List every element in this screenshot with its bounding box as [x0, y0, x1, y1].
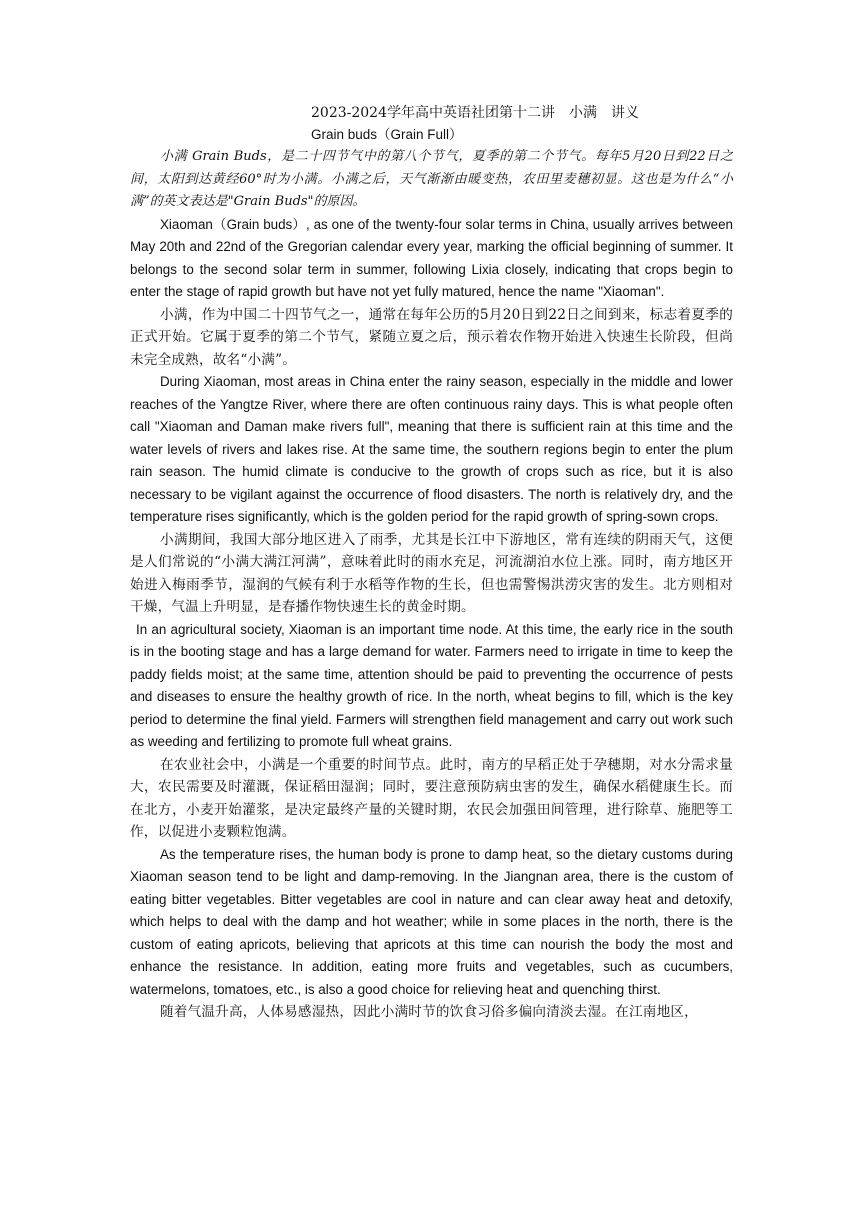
document-subtitle: Grain buds（Grain Full）	[311, 127, 463, 142]
intro-paragraph: 小满 Grain Buds，是二十四节气中的第八个节气，夏季的第二个节气。每年5月20日到22日之间，太阳到达黄经60°时为小满。小满之后，天气渐渐由暖变热，农田里麦穗初显。这也是为什么“小满”的英文表达是"Grain Buds"的原因。	[130, 149, 733, 209]
english-paragraph-2: During Xiaoman, most areas in China enter the rainy season, especially in the middle and lower reaches of the Yangtze River, where there are often continuous rainy days. This is what people often call "Xiaoman and Daman make rivers full", meaning that there is sufficient rain at this time and the water levels of rivers and lakes rise. At the same time, the southern regions begin to enter the plum rain season. The humid climate is conducive to the growth of crops such as rice, but it is also necessary to be vigilant against the occurrence of flood disasters. The north is relatively dry, and the temperature rises significantly, which is the golden period for the rapid growth of spring-sown crops.	[130, 374, 733, 524]
document-title: 2023-2024学年高中英语社团第十二讲 小满 讲义	[311, 105, 639, 121]
chinese-paragraph-3: 在农业社会中，小满是一个重要的时间节点。此时，南方的早稻正处于孕穗期，对水分需求量大，农民需要及时灌溉，保证稻田湿润；同时，要注意预防病虫害的发生，确保水稻健康生长。而在北方，小麦开始灌浆，是决定最终产量的关键时期，农民会加强田间管理，进行除草、施肥等工作，以促进小麦颗粒饱满。	[130, 756, 733, 840]
english-paragraph-4: As the temperature rises, the human body is prone to damp heat, so the dietary customs during Xiaoman season tend to be light and damp-removing. In the Jiangnan area, there is the custom of eating bitter vegetables. Bitter vegetables are cool in nature and can clear away heat and detoxify, which helps to deal with the damp and hot weather; while in some places in the north, there is the custom of eating apricots, believing that apricots at this time can nourish the body the most and enhance the resistance. In addition, eating more fruits and vegetables, such as cucumbers, watermelons, tomatoes, etc., is also a good choice for relieving heat and quenching thirst.	[130, 846, 733, 997]
english-paragraph-3: In an agricultural society, Xiaoman is an important time node. At this time, the early rice in the south is in the booting stage and has a large demand for water. Farmers need to irrigate in time to keep the paddy fields moist; at the same time, attention should be paid to preventing the occurrence of pests and diseases to ensure the healthy growth of rice. In the north, wheat begins to fill, which is the key period to determine the final yield. Farmers will strengthen field management and carry out work such as weeding and fertilizing to promote full wheat grains.	[130, 621, 733, 749]
chinese-paragraph-1: 小满，作为中国二十四节气之一，通常在每年公历的5月20日到22日之间到来，标志着夏季的正式开始。它属于夏季的第二个节气，紧随立夏之后，预示着农作物开始进入快速生长阶段，但尚未完全成熟，故名“小满”。	[130, 306, 733, 368]
document-page	[130, 102, 733, 1024]
english-paragraph-1: Xiaoman（Grain buds）, as one of the twenty-four solar terms in China, usually arrives between May 20th and 22nd of the Gregorian calendar every year, marking the official beginning of summer. It belongs to the second solar term in summer, following Lixia closely, indicating that crops begin to enter the stage of rapid growth but have not yet fully matured, hence the name "Xiaoman".	[130, 216, 733, 299]
chinese-paragraph-4: 随着气温升高，人体易感湿热，因此小满时节的饮食习俗多偏向清淡去湿。在江南地区，	[160, 1004, 698, 1020]
chinese-paragraph-2: 小满期间，我国大部分地区进入了雨季，尤其是长江中下游地区，常有连续的阴雨天气，这便是人们常说的“小满大满江河满”，意味着此时的雨水充足，河流湖泊水位上涨。同时，南方地区开始进入梅雨季节，湿润的气候有利于水稻等作物的生长，但也需警惕洪涝灾害的发生。北方则相对干燥，气温上升明显，是春播作物快速生长的黄金时期。	[130, 531, 733, 615]
